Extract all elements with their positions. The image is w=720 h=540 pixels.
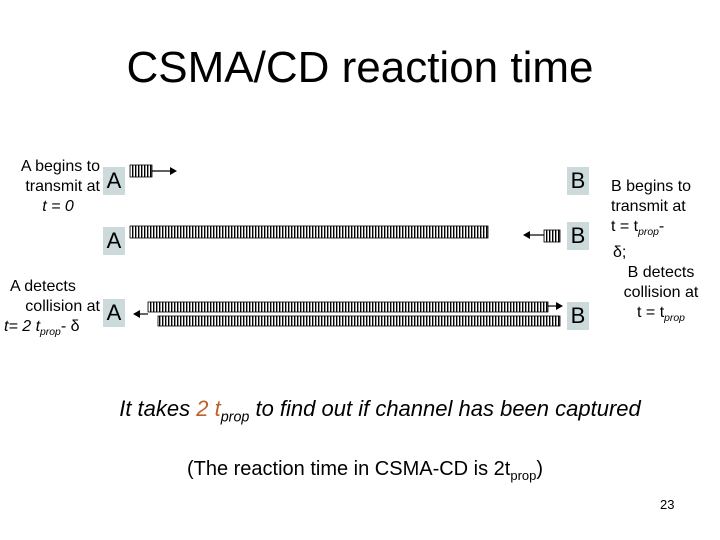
reaction-time-note: (The reaction time in CSMA-CD is $2t_{prop}$): [186, 458, 544, 483]
node-b-row2: B: [567, 222, 589, 250]
label-b-line5: B detects: [627, 264, 695, 282]
arrowhead-row1: [170, 167, 177, 175]
label-b-line6: collision at: [623, 284, 699, 302]
page-number: 23: [660, 497, 675, 512]
label-a-detects-line3: t= 2 $t_{prop}-$ δ: [4, 318, 80, 339]
statement-text: It takes 2 $t_{prop}$ to find out if channel has been captured: [119, 396, 641, 426]
label-b-line1: B begins to: [611, 178, 692, 195]
node-b-row1: B: [567, 167, 589, 195]
arrowhead-row2-b: [523, 231, 530, 239]
signal-a-row2: [130, 226, 488, 238]
node-b-row3: B: [567, 302, 589, 330]
label-b-line3: $t = t_{prop}-$: [611, 218, 665, 239]
node-a-row3: A: [103, 299, 125, 327]
node-a-row2: A: [103, 227, 125, 255]
signal-a-row3: [148, 302, 548, 312]
label-a-detects-line2: collision at: [25, 298, 100, 315]
node-a-row1: A: [103, 167, 125, 195]
signal-b-row3: [158, 316, 560, 326]
slide-title: CSMA/CD reaction time: [126, 43, 594, 92]
label-a-begins-line3: t = 0: [42, 198, 74, 215]
label-a-detects-line1: A detects: [10, 278, 76, 295]
label-b-line7: $t = t_{prop}$: [637, 304, 685, 325]
arrowhead-row3-a: [133, 310, 140, 318]
arrowhead-row3-b: [556, 302, 563, 310]
signal-b-pulse-row2: [544, 230, 560, 242]
signal-a-pulse-row1: [130, 165, 152, 177]
label-b-line2: transmit at: [611, 198, 686, 215]
label-a-begins-line1: A begins to: [20, 158, 100, 175]
label-b-line4: δ;: [613, 244, 627, 262]
label-a-begins-line2: transmit at: [25, 178, 100, 195]
